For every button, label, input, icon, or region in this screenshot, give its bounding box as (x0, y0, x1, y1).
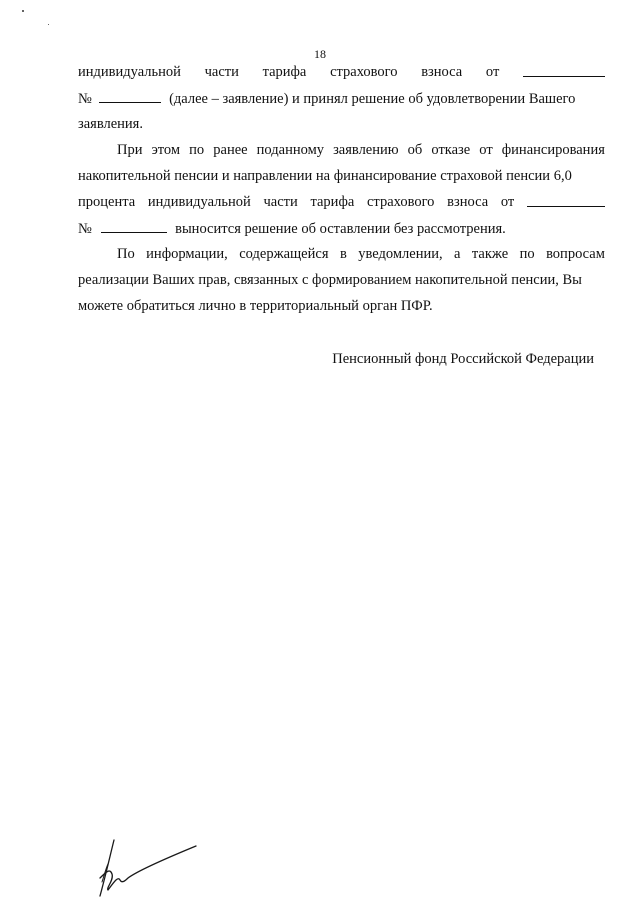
word: поданному (256, 142, 324, 158)
word: индивидуальной (78, 64, 181, 80)
paragraph1-line3: заявления. (78, 116, 143, 132)
paragraph2-line4 (78, 220, 605, 238)
word: финансирования (501, 142, 605, 158)
word: тарифа (262, 64, 307, 80)
word: по (189, 142, 205, 158)
word: ранее (213, 142, 248, 158)
word: от (500, 194, 515, 210)
word: информации, (146, 246, 228, 262)
word: индивидуальной (147, 194, 251, 210)
date-blank (523, 64, 605, 77)
word: заявлению (333, 142, 399, 158)
paragraph2-line3 (78, 194, 605, 211)
word: страхового (330, 64, 398, 80)
number-blank (99, 90, 161, 103)
word: тарифа (310, 194, 355, 210)
number-sign: № (78, 91, 92, 107)
paragraph1-line2 (78, 90, 605, 108)
word: в (339, 246, 347, 262)
word: этом (151, 142, 181, 158)
word: По (117, 246, 135, 262)
word: от (479, 142, 493, 158)
scan-speck (48, 24, 49, 25)
word: содержащейся (239, 246, 329, 262)
word: страхового (367, 194, 435, 210)
word: вопросам (546, 246, 605, 262)
word: части (263, 194, 298, 210)
paragraph3-line2: реализации Ваших прав, связанных с формированием накопительной пенсии, Вы (78, 272, 582, 288)
paragraph1-line1 (78, 64, 605, 81)
paragraph2-line1 (117, 142, 605, 159)
paragraph2-line2: накопительной пенсии и направлении на финансирование страховой пенсии 6,0 (78, 168, 572, 184)
number-sign: № (78, 221, 92, 237)
word: взноса (447, 194, 489, 210)
number-blank (101, 220, 167, 233)
line-text: (далее – заявление) и принял решение об удовлетворении Вашего (169, 91, 576, 107)
signature-organization: Пенсионный фонд Российской Федерации (332, 351, 594, 367)
page-number: 18 (314, 47, 326, 61)
word: уведомлении, (358, 246, 443, 262)
scan-speck (22, 10, 24, 12)
handwritten-signature (92, 838, 202, 902)
word: по (519, 246, 535, 262)
word: об (407, 142, 423, 158)
date-blank (527, 194, 605, 207)
word: также (471, 246, 509, 262)
word: а (454, 246, 461, 262)
paragraph3-line1 (117, 246, 605, 263)
word: отказе (431, 142, 471, 158)
word: процента (78, 194, 136, 210)
paragraph3-line3: можете обратиться лично в территориальный орган ПФР. (78, 298, 433, 314)
word: взноса (421, 64, 463, 80)
word: части (204, 64, 239, 80)
word: При (117, 142, 143, 158)
word: от (485, 64, 500, 80)
line-text: выносится решение об оставлении без рассмотрения. (175, 221, 506, 237)
